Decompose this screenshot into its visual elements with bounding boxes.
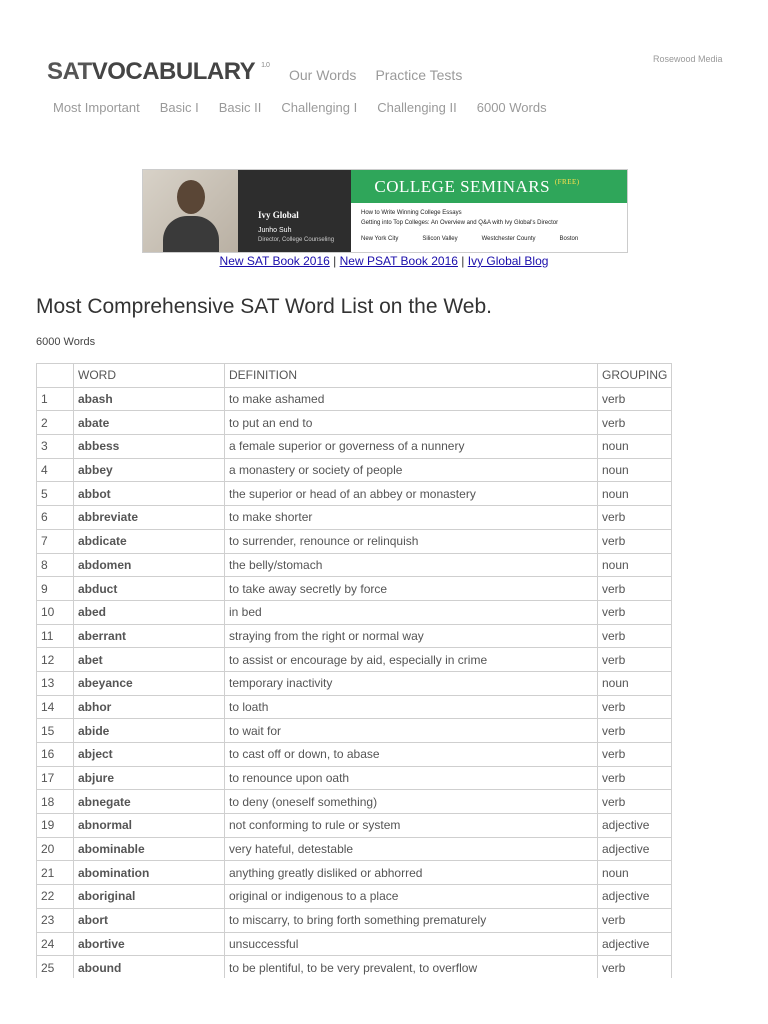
link-separator: | xyxy=(329,254,340,268)
row-grouping: verb xyxy=(598,506,672,530)
row-definition: anything greatly disliked or abhorred xyxy=(225,861,598,885)
table-row xyxy=(37,435,672,459)
row-index: 2 xyxy=(37,411,74,435)
row-index: 1 xyxy=(37,387,74,411)
row-grouping: noun xyxy=(598,435,672,459)
row-definition: very hateful, detestable xyxy=(225,837,598,861)
row-definition: the belly/stomach xyxy=(225,553,598,577)
table-row xyxy=(37,766,672,790)
row-index: 19 xyxy=(37,814,74,838)
row-word: abet xyxy=(74,648,225,672)
link-separator: | xyxy=(457,254,468,268)
banner-city: New York City xyxy=(361,236,399,242)
row-index: 11 xyxy=(37,624,74,648)
row-word: abbot xyxy=(74,482,225,506)
row-word: abnormal xyxy=(74,814,225,838)
table-row xyxy=(37,885,672,909)
row-word: abound xyxy=(74,956,225,980)
row-word: abbess xyxy=(74,435,225,459)
row-grouping: verb xyxy=(598,908,672,932)
row-index: 23 xyxy=(37,908,74,932)
nav-basic-ii[interactable]: Basic II xyxy=(218,100,262,115)
row-grouping: noun xyxy=(598,861,672,885)
banner-topics xyxy=(361,208,558,228)
row-index: 17 xyxy=(37,766,74,790)
row-index: 14 xyxy=(37,695,74,719)
row-word: abash xyxy=(74,387,225,411)
header-grouping: GROUPING xyxy=(598,364,672,388)
row-word: abject xyxy=(74,743,225,767)
logo-sat: SAT xyxy=(47,58,92,85)
nav-challenging-ii[interactable]: Challenging II xyxy=(377,100,457,115)
sub-nav xyxy=(53,100,547,115)
table-row xyxy=(37,458,672,482)
table-row xyxy=(37,695,672,719)
row-word: abate xyxy=(74,411,225,435)
row-grouping: noun xyxy=(598,458,672,482)
table-row xyxy=(37,671,672,695)
seminar-banner[interactable] xyxy=(142,169,628,253)
row-definition: a monastery or society of people xyxy=(225,458,598,482)
table-row xyxy=(37,790,672,814)
row-definition: to make ashamed xyxy=(225,387,598,411)
row-grouping: adjective xyxy=(598,837,672,861)
nav-basic-i[interactable]: Basic I xyxy=(159,100,199,115)
table-row xyxy=(37,908,672,932)
table-row xyxy=(37,648,672,672)
table-row xyxy=(37,814,672,838)
page-title: Most Comprehensive SAT Word List on the Web. xyxy=(36,295,492,318)
table-row xyxy=(37,956,672,980)
row-definition: to assist or encourage by aid, especially in crime xyxy=(225,648,598,672)
row-word: abdicate xyxy=(74,529,225,553)
row-grouping: noun xyxy=(598,553,672,577)
row-grouping: verb xyxy=(598,600,672,624)
nav-6000-words[interactable]: 6000 Words xyxy=(476,100,547,115)
table-row xyxy=(37,411,672,435)
row-index: 24 xyxy=(37,932,74,956)
row-index: 18 xyxy=(37,790,74,814)
row-word: abeyance xyxy=(74,671,225,695)
row-word: abort xyxy=(74,908,225,932)
row-index: 8 xyxy=(37,553,74,577)
row-grouping: verb xyxy=(598,411,672,435)
logo-version: 1.0 xyxy=(261,62,270,69)
header-definition: DEFINITION xyxy=(225,364,598,388)
table-row xyxy=(37,387,672,411)
row-grouping: noun xyxy=(598,671,672,695)
banner-cities xyxy=(361,236,578,242)
row-index: 4 xyxy=(37,458,74,482)
table-row xyxy=(37,506,672,530)
table-header-row xyxy=(37,364,672,388)
row-definition: straying from the right or normal way xyxy=(225,624,598,648)
row-grouping: adjective xyxy=(598,814,672,838)
banner-city: Boston xyxy=(559,236,579,242)
row-index: 22 xyxy=(37,885,74,909)
row-grouping: noun xyxy=(598,482,672,506)
banner-free: (FREE) xyxy=(554,178,580,186)
banner-title: COLLEGE SEMINARS xyxy=(374,177,551,196)
banner-brand: Ivy Global xyxy=(258,210,299,220)
row-word: abed xyxy=(74,600,225,624)
banner-topic: How to Write Winning College Essays xyxy=(361,210,462,216)
row-word: abortive xyxy=(74,932,225,956)
row-word: aberrant xyxy=(74,624,225,648)
banner-person: Junho Suh xyxy=(258,227,292,234)
row-word: aboriginal xyxy=(74,885,225,909)
logo-vocabulary: VOCABULARY xyxy=(91,58,256,85)
table-row xyxy=(37,482,672,506)
row-definition: original or indigenous to a place xyxy=(225,885,598,909)
row-definition: unsuccessful xyxy=(225,932,598,956)
row-word: abide xyxy=(74,719,225,743)
banner-topic: Getting into Top Colleges: An Overview and Q&A with Ivy Global's Director xyxy=(361,220,559,226)
site-logo[interactable] xyxy=(47,58,269,86)
row-definition: to make shorter xyxy=(225,506,598,530)
row-grouping: verb xyxy=(598,956,672,980)
table-row xyxy=(37,837,672,861)
row-definition: to loath xyxy=(225,695,598,719)
row-grouping: verb xyxy=(598,624,672,648)
row-grouping: verb xyxy=(598,695,672,719)
row-grouping: verb xyxy=(598,719,672,743)
row-index: 6 xyxy=(37,506,74,530)
table-row xyxy=(37,577,672,601)
row-word: abhor xyxy=(74,695,225,719)
banner-city: Silicon Valley xyxy=(422,236,458,242)
row-word: abbreviate xyxy=(74,506,225,530)
row-word: abnegate xyxy=(74,790,225,814)
link-new-psat-book[interactable]: New PSAT Book 2016 xyxy=(339,254,458,268)
row-definition: to take away secretly by force xyxy=(225,577,598,601)
row-definition: not conforming to rule or system xyxy=(225,814,598,838)
table-row xyxy=(37,861,672,885)
header-word: WORD xyxy=(74,364,225,388)
table-row xyxy=(37,624,672,648)
nav-our-words[interactable]: Our Words xyxy=(289,67,357,83)
table-row xyxy=(37,553,672,577)
row-definition: temporary inactivity xyxy=(225,671,598,695)
row-word: abomination xyxy=(74,861,225,885)
table-row xyxy=(37,529,672,553)
row-definition: to deny (oneself something) xyxy=(225,790,598,814)
row-index: 10 xyxy=(37,600,74,624)
row-definition: to wait for xyxy=(225,719,598,743)
header-index xyxy=(37,364,74,388)
nav-practice-tests[interactable]: Practice Tests xyxy=(375,67,463,83)
table-row xyxy=(37,932,672,956)
row-word: abduct xyxy=(74,577,225,601)
row-word: abominable xyxy=(74,837,225,861)
row-word: abbey xyxy=(74,458,225,482)
row-grouping: verb xyxy=(598,790,672,814)
table-row xyxy=(37,719,672,743)
row-grouping: verb xyxy=(598,648,672,672)
nav-challenging-i[interactable]: Challenging I xyxy=(281,100,358,115)
row-index: 16 xyxy=(37,743,74,767)
row-definition: to be plentiful, to be very prevalent, to overflow xyxy=(225,956,598,980)
top-nav xyxy=(289,67,462,83)
row-index: 13 xyxy=(37,671,74,695)
link-ivy-global-blog[interactable]: Ivy Global Blog xyxy=(467,254,549,268)
row-index: 5 xyxy=(37,482,74,506)
row-index: 7 xyxy=(37,529,74,553)
row-word: abdomen xyxy=(74,553,225,577)
banner-role: Director, College Counseling xyxy=(258,237,335,243)
row-word: abjure xyxy=(74,766,225,790)
row-definition: to cast off or down, to abase xyxy=(225,743,598,767)
banner-city: Westchester County xyxy=(481,236,536,242)
word-table xyxy=(36,363,672,1004)
table-row xyxy=(37,600,672,624)
table-row xyxy=(37,743,672,767)
row-grouping: verb xyxy=(598,766,672,790)
row-definition: to miscarry, to bring forth something prematurely xyxy=(225,908,598,932)
row-grouping: verb xyxy=(598,387,672,411)
row-index: 12 xyxy=(37,648,74,672)
row-grouping: adjective xyxy=(598,885,672,909)
row-index: 9 xyxy=(37,577,74,601)
link-new-sat-book[interactable]: New SAT Book 2016 xyxy=(219,254,330,268)
row-index: 3 xyxy=(37,435,74,459)
nav-most-important[interactable]: Most Important xyxy=(53,100,140,115)
row-definition: to renounce upon oath xyxy=(225,766,598,790)
row-grouping: verb xyxy=(598,577,672,601)
corner-credit: Rosewood Media xyxy=(653,54,723,64)
row-grouping: verb xyxy=(598,743,672,767)
banner-title-bar xyxy=(351,170,627,203)
row-index: 15 xyxy=(37,719,74,743)
row-definition: in bed xyxy=(225,600,598,624)
row-index: 25 xyxy=(37,956,74,980)
row-definition: to surrender, renounce or relinquish xyxy=(225,529,598,553)
row-grouping: adjective xyxy=(598,932,672,956)
row-definition: the superior or head of an abbey or monastery xyxy=(225,482,598,506)
row-index: 20 xyxy=(37,837,74,861)
row-definition: a female superior or governess of a nunnery xyxy=(225,435,598,459)
row-index: 21 xyxy=(37,861,74,885)
row-definition: to put an end to xyxy=(225,411,598,435)
row-grouping: verb xyxy=(598,529,672,553)
page-bottom xyxy=(0,978,768,1024)
page-subtitle: 6000 Words xyxy=(36,336,96,348)
presenter-photo xyxy=(143,170,238,252)
promo-links xyxy=(0,254,768,268)
